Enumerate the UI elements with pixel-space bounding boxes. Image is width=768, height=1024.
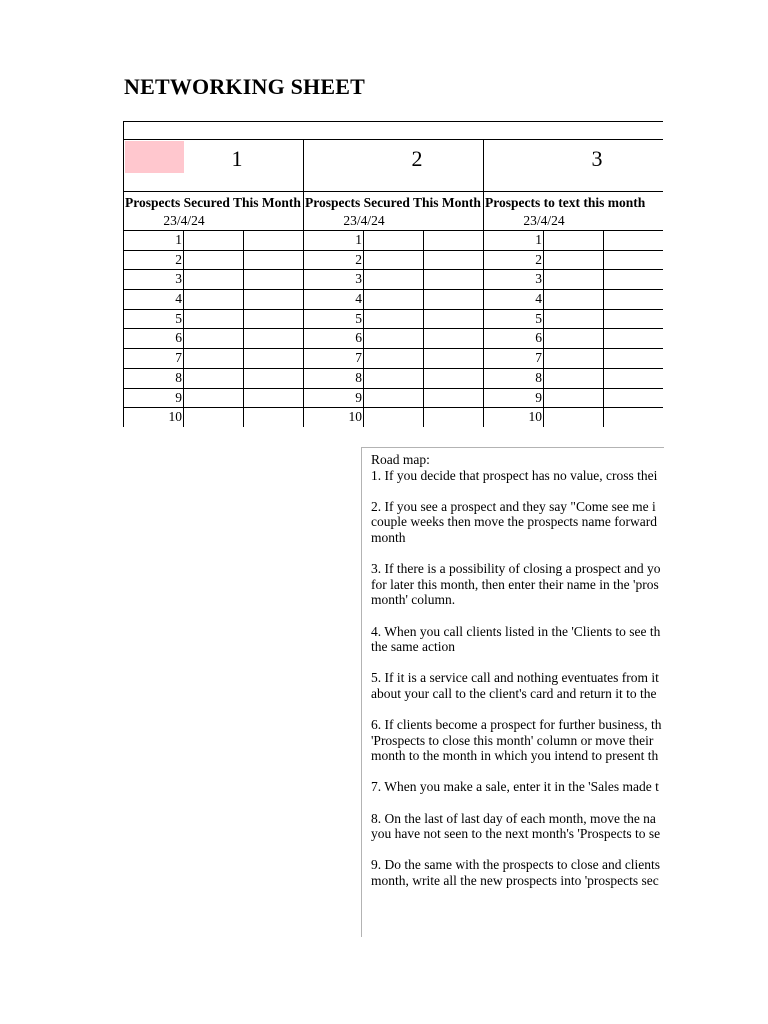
roadmap-line: 2. If you see a prospect and they say "Come see me i bbox=[371, 498, 656, 514]
row-number: 5 bbox=[355, 310, 362, 326]
table-row bbox=[123, 309, 303, 329]
paragraph-gap bbox=[371, 483, 664, 499]
entry-cell[interactable] bbox=[363, 368, 423, 388]
entry-cell[interactable] bbox=[423, 388, 483, 408]
entry-cell[interactable] bbox=[603, 289, 663, 309]
row-number: 6 bbox=[535, 330, 542, 346]
row-number-cell[interactable] bbox=[303, 289, 363, 309]
entry-cell[interactable] bbox=[543, 309, 603, 329]
column-header-cell[interactable] bbox=[483, 191, 663, 230]
table-row bbox=[303, 388, 483, 408]
row-number-cell[interactable] bbox=[303, 230, 363, 250]
block-number: 1 bbox=[231, 146, 243, 171]
row-number-cell[interactable] bbox=[303, 328, 363, 348]
roadmap-line: month bbox=[371, 529, 406, 545]
roadmap-line: 7. When you make a sale, enter it in the 'Sales made t bbox=[371, 779, 659, 795]
row-number-cell[interactable] bbox=[123, 407, 183, 427]
roadmap-line: 4. When you call clients listed in the 'Clients to see th bbox=[371, 623, 661, 639]
block-number-cell[interactable] bbox=[123, 139, 303, 191]
entry-cell[interactable] bbox=[363, 348, 423, 368]
entry-cell[interactable] bbox=[243, 230, 303, 250]
networking-grid bbox=[123, 121, 663, 427]
table-row bbox=[483, 328, 663, 348]
highlighted-cell[interactable] bbox=[125, 141, 184, 173]
entry-cell[interactable] bbox=[423, 407, 483, 427]
row-number: 7 bbox=[175, 350, 182, 366]
entry-cell[interactable] bbox=[603, 368, 663, 388]
row-number-cell[interactable] bbox=[123, 230, 183, 250]
entry-cell[interactable] bbox=[543, 407, 603, 427]
column-header-label: Prospects Secured This Month bbox=[305, 195, 481, 210]
entry-cell[interactable] bbox=[543, 289, 603, 309]
entry-cell[interactable] bbox=[363, 388, 423, 408]
column-header-date: 23/4/24 bbox=[163, 213, 205, 228]
table-row bbox=[303, 348, 483, 368]
paragraph-gap bbox=[371, 795, 664, 811]
row-number: 7 bbox=[535, 350, 542, 366]
paragraph-gap bbox=[371, 608, 664, 624]
row-number: 9 bbox=[535, 389, 542, 405]
column-header-label: Prospects Secured This Month bbox=[125, 195, 301, 210]
paragraph-gap bbox=[371, 655, 664, 671]
entry-cell[interactable] bbox=[363, 269, 423, 289]
entry-cell[interactable] bbox=[243, 328, 303, 348]
entry-cell[interactable] bbox=[543, 348, 603, 368]
entry-cell[interactable] bbox=[183, 328, 243, 348]
column-header-cell[interactable] bbox=[303, 191, 483, 230]
roadmap-line: 'Prospects to close this month' column or move their bbox=[371, 732, 654, 748]
roadmap-line: 6. If clients become a prospect for further business, th bbox=[371, 717, 662, 733]
table-row bbox=[123, 388, 303, 408]
row-number: 2 bbox=[175, 251, 182, 267]
table-row bbox=[483, 388, 663, 408]
roadmap-line: for later this month, then enter their name in the 'pros bbox=[371, 576, 659, 592]
row-number: 10 bbox=[168, 409, 182, 425]
row-number: 3 bbox=[175, 271, 182, 287]
row-number-cell[interactable] bbox=[123, 388, 183, 408]
row-list bbox=[483, 230, 663, 427]
column-header-label: Prospects to text this month bbox=[485, 195, 646, 210]
roadmap-line: the same action bbox=[371, 639, 455, 655]
table-row bbox=[483, 407, 663, 427]
entry-cell[interactable] bbox=[183, 407, 243, 427]
table-row bbox=[303, 250, 483, 270]
row-number-cell[interactable] bbox=[123, 289, 183, 309]
table-row bbox=[483, 368, 663, 388]
entry-cell[interactable] bbox=[243, 309, 303, 329]
table-row bbox=[123, 289, 303, 309]
entry-cell[interactable] bbox=[183, 309, 243, 329]
entry-cell[interactable] bbox=[243, 289, 303, 309]
page-title: NETWORKING SHEET bbox=[124, 74, 365, 99]
row-number-cell[interactable] bbox=[483, 328, 543, 348]
paragraph-gap bbox=[371, 842, 664, 858]
entry-cell[interactable] bbox=[423, 269, 483, 289]
row-number-cell[interactable] bbox=[483, 309, 543, 329]
entry-cell[interactable] bbox=[363, 407, 423, 427]
entry-cell[interactable] bbox=[603, 388, 663, 408]
entry-cell[interactable] bbox=[243, 250, 303, 270]
block-number: 2 bbox=[411, 146, 423, 171]
roadmap-line: about your call to the client's card and return it to the bbox=[371, 685, 657, 701]
row-number: 3 bbox=[535, 271, 542, 287]
column-header-date: 23/4/24 bbox=[523, 213, 565, 228]
table-row bbox=[123, 368, 303, 388]
block-number: 3 bbox=[591, 146, 603, 171]
entry-cell[interactable] bbox=[603, 328, 663, 348]
roadmap-line: month' column. bbox=[371, 592, 456, 608]
roadmap-line: couple weeks then move the prospects name forward bbox=[371, 514, 658, 530]
column-block-1 bbox=[123, 139, 303, 427]
roadmap-line: 5. If it is a service call and nothing eventuates from it bbox=[371, 670, 659, 686]
roadmap-line: you have not seen to the next month's 'Prospects to se bbox=[371, 826, 661, 842]
roadmap-line: month to the month in which you intend to present th bbox=[371, 748, 659, 764]
entry-cell[interactable] bbox=[543, 230, 603, 250]
table-row bbox=[303, 289, 483, 309]
entry-cell[interactable] bbox=[363, 328, 423, 348]
roadmap-line: 9. Do the same with the prospects to close and clients bbox=[371, 857, 661, 873]
row-number-cell[interactable] bbox=[483, 230, 543, 250]
row-number: 6 bbox=[175, 330, 182, 346]
row-number: 2 bbox=[355, 251, 362, 267]
column-block-2 bbox=[303, 139, 483, 427]
paragraph-gap bbox=[371, 702, 664, 718]
table-row bbox=[123, 250, 303, 270]
entry-cell[interactable] bbox=[183, 289, 243, 309]
row-number: 10 bbox=[528, 409, 542, 425]
table-row bbox=[303, 368, 483, 388]
entry-cell[interactable] bbox=[183, 348, 243, 368]
row-number-cell[interactable] bbox=[483, 368, 543, 388]
row-number: 9 bbox=[175, 389, 182, 405]
row-number-cell[interactable] bbox=[123, 368, 183, 388]
entry-cell[interactable] bbox=[243, 348, 303, 368]
row-number: 5 bbox=[535, 310, 542, 326]
entry-cell[interactable] bbox=[183, 230, 243, 250]
row-number: 8 bbox=[175, 369, 182, 385]
roadmap-line: 1. If you decide that prospect has no value, cross thei bbox=[371, 467, 658, 483]
paragraph-gap bbox=[371, 546, 664, 562]
row-number-cell[interactable] bbox=[303, 407, 363, 427]
roadmap-comment bbox=[361, 447, 664, 937]
row-list bbox=[123, 230, 303, 427]
row-number-cell[interactable] bbox=[483, 289, 543, 309]
row-number-cell[interactable] bbox=[123, 250, 183, 270]
entry-cell[interactable] bbox=[423, 250, 483, 270]
paragraph-gap bbox=[371, 764, 664, 780]
row-number-cell[interactable] bbox=[483, 388, 543, 408]
roadmap-heading: Road map: bbox=[371, 452, 430, 467]
table-row bbox=[483, 230, 663, 250]
row-number-cell[interactable] bbox=[303, 269, 363, 289]
column-header-date: 23/4/24 bbox=[343, 213, 385, 228]
column-header-cell[interactable] bbox=[123, 191, 303, 230]
row-number-cell[interactable] bbox=[483, 407, 543, 427]
row-number-cell[interactable] bbox=[123, 348, 183, 368]
row-number-cell[interactable] bbox=[123, 328, 183, 348]
table-row bbox=[303, 328, 483, 348]
entry-cell[interactable] bbox=[423, 348, 483, 368]
row-number: 4 bbox=[175, 291, 182, 307]
row-number: 6 bbox=[355, 330, 362, 346]
block-number-cell[interactable] bbox=[303, 139, 483, 191]
table-row bbox=[123, 407, 303, 427]
entry-cell[interactable] bbox=[423, 289, 483, 309]
entry-cell[interactable] bbox=[243, 407, 303, 427]
roadmap-line: month, write all the new prospects into 'prospects sec bbox=[371, 873, 659, 889]
entry-cell[interactable] bbox=[363, 309, 423, 329]
row-number: 10 bbox=[348, 409, 362, 425]
table-row bbox=[303, 309, 483, 329]
row-number: 1 bbox=[355, 232, 362, 247]
row-number: 9 bbox=[355, 389, 362, 405]
roadmap-line: 8. On the last of last day of each month, move the na bbox=[371, 810, 656, 826]
entry-cell[interactable] bbox=[423, 230, 483, 250]
entry-cell[interactable] bbox=[603, 348, 663, 368]
block-number-cell[interactable] bbox=[483, 139, 663, 191]
entry-cell[interactable] bbox=[543, 250, 603, 270]
row-number: 1 bbox=[535, 232, 542, 247]
entry-cell[interactable] bbox=[363, 250, 423, 270]
entry-cell[interactable] bbox=[543, 328, 603, 348]
table-row bbox=[123, 230, 303, 250]
row-number-cell[interactable] bbox=[303, 388, 363, 408]
entry-cell[interactable] bbox=[363, 289, 423, 309]
row-number: 8 bbox=[355, 369, 362, 385]
table-row bbox=[483, 269, 663, 289]
entry-cell[interactable] bbox=[603, 230, 663, 250]
row-number-cell[interactable] bbox=[483, 348, 543, 368]
entry-cell[interactable] bbox=[543, 368, 603, 388]
table-row bbox=[123, 328, 303, 348]
table-row bbox=[123, 348, 303, 368]
table-row bbox=[123, 269, 303, 289]
row-number: 8 bbox=[535, 369, 542, 385]
entry-cell[interactable] bbox=[243, 388, 303, 408]
table-row bbox=[483, 348, 663, 368]
row-number: 2 bbox=[535, 251, 542, 267]
entry-cell[interactable] bbox=[603, 269, 663, 289]
row-number: 3 bbox=[355, 271, 362, 287]
table-row bbox=[303, 230, 483, 250]
entry-cell[interactable] bbox=[423, 368, 483, 388]
entry-cell[interactable] bbox=[423, 328, 483, 348]
table-row bbox=[303, 407, 483, 427]
table-row bbox=[483, 309, 663, 329]
roadmap-line: 3. If there is a possibility of closing a prospect and yo bbox=[371, 561, 661, 577]
table-row bbox=[303, 269, 483, 289]
row-number-cell[interactable] bbox=[303, 348, 363, 368]
entry-cell[interactable] bbox=[543, 269, 603, 289]
column-block-3 bbox=[483, 139, 663, 427]
table-row bbox=[483, 250, 663, 270]
entry-cell[interactable] bbox=[183, 250, 243, 270]
row-number: 4 bbox=[355, 291, 362, 307]
entry-cell[interactable] bbox=[603, 250, 663, 270]
entry-cell[interactable] bbox=[183, 368, 243, 388]
entry-cell[interactable] bbox=[243, 269, 303, 289]
row-number-cell[interactable] bbox=[303, 368, 363, 388]
entry-cell[interactable] bbox=[423, 309, 483, 329]
entry-cell[interactable] bbox=[603, 309, 663, 329]
row-number-cell[interactable] bbox=[483, 269, 543, 289]
row-number-cell[interactable] bbox=[303, 250, 363, 270]
entry-cell[interactable] bbox=[183, 269, 243, 289]
row-number-cell[interactable] bbox=[123, 269, 183, 289]
row-number: 4 bbox=[535, 291, 542, 307]
entry-cell[interactable] bbox=[243, 368, 303, 388]
row-number-cell[interactable] bbox=[483, 250, 543, 270]
entry-cell[interactable] bbox=[183, 388, 243, 408]
table-row bbox=[483, 289, 663, 309]
row-number-cell[interactable] bbox=[303, 309, 363, 329]
entry-cell[interactable] bbox=[603, 407, 663, 427]
entry-cell[interactable] bbox=[363, 230, 423, 250]
row-number-cell[interactable] bbox=[123, 309, 183, 329]
row-number: 5 bbox=[175, 310, 182, 326]
row-number: 1 bbox=[175, 232, 182, 247]
row-number: 7 bbox=[355, 350, 362, 366]
row-list bbox=[303, 230, 483, 427]
entry-cell[interactable] bbox=[543, 388, 603, 408]
sheet-top-row bbox=[123, 121, 663, 140]
